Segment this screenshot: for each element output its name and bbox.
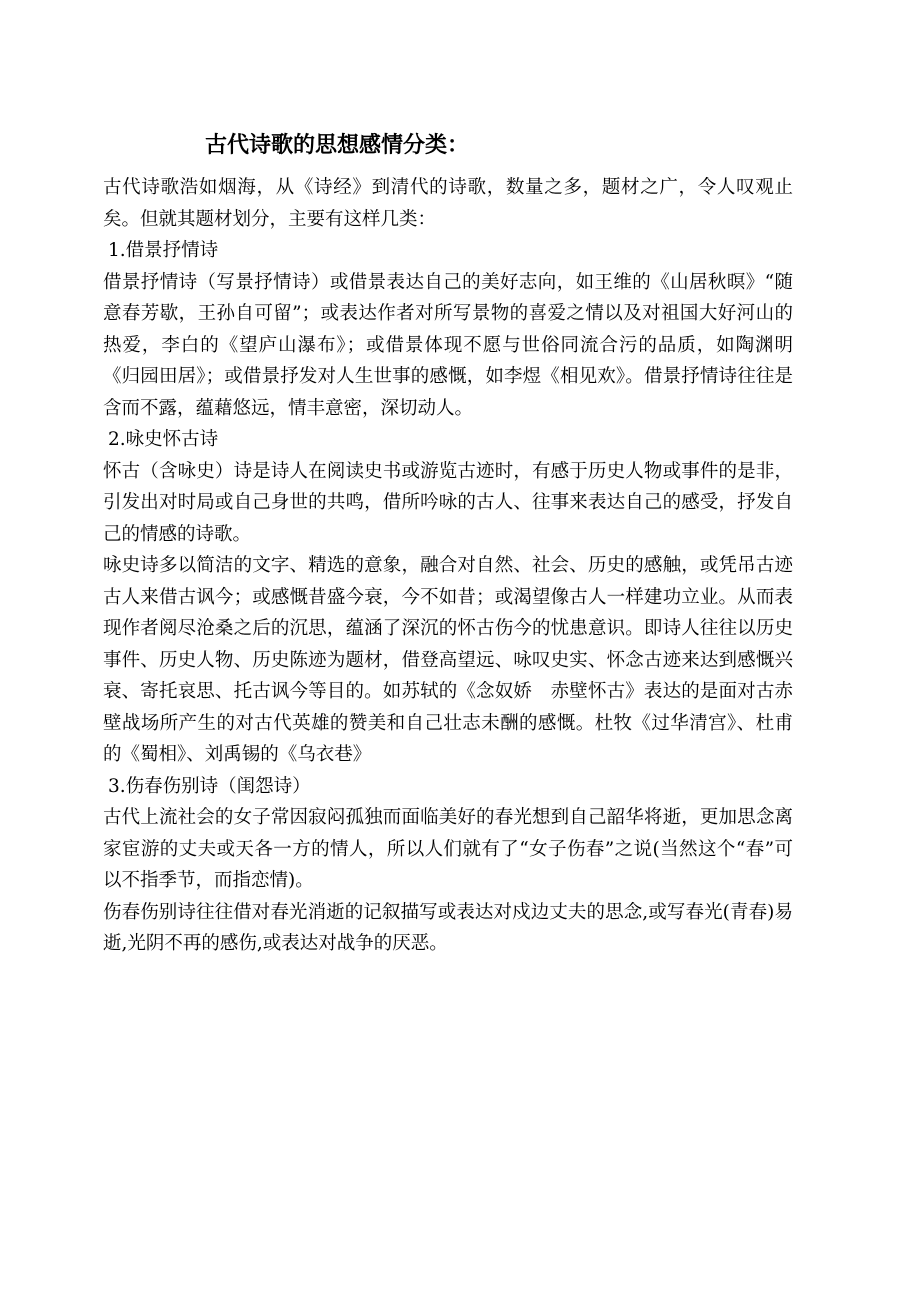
section-1 [103, 235, 793, 424]
section-paragraph: 怀古（含咏史）诗是诗人在阅读史书或游览古迹时，有感于历史人物或事件的是非，引发出对时局或自己身世的共鸣，借所吟咏的古人、往事来表达自己的感受，抒发自己的情感的诗歌。 [103, 460, 793, 545]
section-paragraph: 咏史诗多以简洁的文字、精选的意象，融合对自然、社会、历史的感触，或凭吊古迹古人来借古讽今；或感慨昔盛今衰，今不如昔；或渴望像古人一样建功立业。从而表现作者阅尽沧桑之后的沉思，蕴涵了深沉的怀古伤今的忧患意识。即诗人往往以历史事件、历史人物、历史陈迹为题材，借登高望远、咏叹史实、怀念古迹来达到感慨兴衰、寄托哀思、托古讽今等目的。如苏轼的《念奴娇 赤壁怀古》表达的是面对古赤壁战场所产生的对古代英雄的赞美和自己壮志未酬的感慨。杜牧《过华清宫》、杜甫的《蜀相》、刘禹锡的《乌衣巷》 [103, 555, 793, 765]
section-heading: 1.借景抒情诗 [108, 240, 219, 261]
section-heading: 2.咏史怀古诗 [108, 429, 219, 450]
section-paragraph: 伤春伤别诗往往借对春光消逝的记叙描写或表达对戍边丈夫的思念,或写春光(青春)易逝,光阴不再的感伤,或表达对战争的厌恶。 [103, 901, 793, 954]
section-2 [103, 424, 793, 771]
intro-paragraph: 古代诗歌浩如烟海，从《诗经》到清代的诗歌，数量之多，题材之广，令人叹观止矣。但就其题材划分，主要有这样几类： [103, 177, 793, 230]
section-paragraph: 借景抒情诗（写景抒情诗）或借景表达自己的美好志向，如王维的《山居秋暝》“随意春芳歇，王孙自可留”；或表达作者对所写景物的喜爱之情以及对祖国大好河山的热爱，李白的《望庐山瀑布》；或借景体现不愿与世俗同流合污的品质，如陶渊明《归园田居》；或借景抒发对人生世事的感慨，如李煜《相见欢》。借景抒情诗往往是含而不露，蕴藉悠远，情丰意密，深切动人。 [103, 271, 793, 419]
document-body [103, 172, 793, 960]
section-paragraph: 古代上流社会的女子常因寂闷孤独而面临美好的春光想到自己韶华将逝，更加思念离家宦游的丈夫或天各一方的情人，所以人们就有了“女子伤春”之说(当然这个“春”可以不指季节，而指恋情)。 [103, 807, 793, 891]
document-title: 古代诗歌的思想感情分类： [205, 133, 470, 158]
section-3 [103, 771, 793, 960]
section-heading: 3.伤春伤别诗（闺怨诗） [108, 775, 311, 797]
